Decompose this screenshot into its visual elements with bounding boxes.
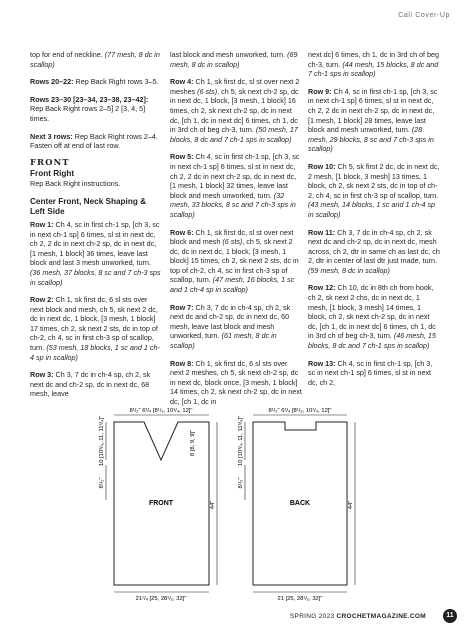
page-footer	[290, 613, 426, 620]
text-column-2	[170, 50, 302, 415]
text-column-3	[308, 50, 440, 395]
front-label: FRONT	[148, 500, 174, 507]
front-side-length: 8¹/₂"	[99, 477, 105, 489]
front-bottom-width: 21¹/₄ [25, 28¹/₂, 32]"	[135, 596, 187, 602]
garment-schematic	[0, 400, 476, 605]
back-top-width: 8¹/₂" 6³/₄ [8¹/₂, 10¹/₄, 12]"	[268, 408, 332, 414]
row-instruction: Row 12: Ch 10, dc in 8th ch from hook, ch 2, sk next 2 chs, dc in next dc, 1 mesh, [1 block, 3 mesh] 14 times, 1 block, ch 2, sk next ch-2 sp, dc in next dc, [ch 1, dc in next dc] 6 times, ch 1, dc in 3rd ch of beg ch-3, turn. (46 mesh, 15 blocks, 8 dc and 7 ch-1 sps in scallop)	[308, 283, 436, 351]
back-side-length: 8¹/₂"	[238, 477, 244, 489]
row-instruction: Row 7: Ch 3, 7 dc in ch-4 sp, ch 2, sk next dc and ch-2 sp, dc in next dc, 60 mesh, leave last block and mesh unworked, turn. (61 mesh, 8 dc in scallop)	[170, 302, 291, 351]
running-header: Cali Cover-Up	[398, 12, 450, 19]
front-shoulder-depth: 10 [10³/₄, 11, 11³/₄]"	[99, 415, 105, 467]
back-schematic	[238, 408, 355, 602]
row-instruction: Row 4: Ch 1, sk first dc, sl st over next 2 meshes (6 sts), ch 5, sk next ch-2 sp, dc in next dc, 1 block, [3 mesh, 1 block] 16 times, ch 2, sk next ch-2 sp, dc in next dc, [ch 1, dc in next dc] 6 times, ch 1, dc in 3rd ch of beg ch-3, turn. (50 mesh, 17 blocks, 8 dc and 7 ch-1 sps in scallop)	[170, 77, 300, 144]
subheading: Front Right	[30, 169, 75, 179]
row-instruction: Row 1: Ch 4, sc in first ch-1 sp, [ch 3, sc in next ch-1 sp] 6 times, sl st in next dc, ch 2, 2 dc in next ch-2 sp, dc in next dc, [1 mesh, 1 block] 36 times, leave last block and last 3 mesh unworked, turn. (36 mesh, 37 blocks, 8 sc and 7 ch-3 sps in scallop)	[30, 219, 161, 287]
footer-season: SPRING 2023	[289, 613, 337, 620]
back-shoulder-depth: 10 [10³/₄, 11, 11³/₄]"	[238, 415, 244, 467]
front-schematic	[99, 408, 217, 602]
paragraph: Next 3 rows: Rep Back Right rows 2–4. Fasten off at end of last row.	[30, 131, 158, 151]
back-length: 44"	[348, 500, 354, 510]
paragraph: Rep Back Right instructions.	[30, 179, 121, 189]
paragraph: next dc] 6 times, ch 1, dc in 3rd ch of beg ch-3, turn. (44 mesh, 15 blocks, 8 dc and 7 ch-1 sps in scallop)	[308, 50, 440, 79]
paragraph: top for end of neckline. (77 mesh, 8 dc in scallop)	[30, 50, 160, 69]
back-bottom-width: 21 [25, 28¹/₂, 32]"	[277, 596, 323, 602]
paragraph: Rows 23–30 [23–34, 23–38, 23–42]: Rep Back Right rows 2–5] 2 [3, 4, 5] times.	[30, 94, 149, 123]
row-instruction: Row 10: Ch 5, sk first 2 dc, dc in next dc, 2 mesh, [1 block, 3 mesh] 13 times, 1 block, ch 2, sk next 2 sts, dc in top of ch-2, ch 4, sc in first ch-3 sp of scallop, turn. (43 mesh, 14 blocks, 1 sc and 1 ch-4 sp in scallop)	[308, 161, 440, 219]
paragraph: Rows 20–22: Rep Back Right rows 3–5.	[30, 77, 159, 87]
front-length: 44"	[210, 500, 216, 510]
front-top-width: 8¹/₂" 6³/₄ [8¹/₂, 10¹/₄, 12]"	[129, 408, 193, 414]
paragraph: last block and mesh unworked, turn. (69 mesh, 8 dc in scallop)	[170, 50, 298, 69]
page-number: 11	[443, 609, 457, 623]
row-instruction: Row 9: Ch 4, sc in first ch-1 sp, [ch 3, sc in next ch-1 sp] 6 times, sl st in next dc, ch 2, 2 dc in next ch-2 sp, dc in next dc, [1 mesh, 1 block] 28 times, leave last block and mesh unworked, turn. (28 mesh, 29 blocks, 8 sc and 7 ch-3 sps in scallop)	[308, 86, 438, 154]
back-label: BACK	[289, 500, 311, 507]
subheading: Center Front, Neck Shaping & Left Side	[30, 196, 147, 217]
front-neck-depth: 8 [8, 9, 9]"	[190, 429, 196, 457]
row-instruction: Row 8: Ch 1, sk first dc, 6 sl sts over next 2 meshes, ch 5, sk next ch-2 sp, dc in next dc, block once, [3 mesh, 1 block] 14 times, ch 2, sk next ch-2 sp, dc in next dc, [ch 1, dc in	[170, 358, 302, 406]
row-instruction: Row 5: Ch 4, sc in first ch-1 sp, [ch 3, sc in next ch-1 sp] 6 times, sl st in next dc, ch 2, 2 dc in next ch-2 sp, dc in next dc, [1 mesh, 1 block] 32 times, leave last block and mesh unworked, turn. (32 mesh, 33 blocks, 8 sc and 7 ch-3 sps in scallop)	[170, 152, 300, 219]
footer-brand: CROCHETMAGAZINE.COM	[336, 613, 426, 620]
row-instruction: Row 6: Ch 1, sk first dc, sl st over next block and mesh (6 sts), ch 5, sk next 2 dc, dc in next dc, 1 block, [3 mesh, 1 block] 15 times, ch 2, sk next 2 sts, dc in top of ch-2, ch 4, sc in first ch-3 sp of scallop, turn. (47 mesh, 16 blocks, 1 sc and 1 ch-4 sp in scallop)	[170, 227, 299, 295]
row-instruction: Row 13: Ch 4, sc in first ch-1 sp, [ch 3, sc in next ch-1 sp] 6 times, sl st in next dc, ch 2,	[308, 358, 433, 387]
row-instruction: Row 2: Ch 1, sk first dc, 6 sl sts over next block and mesh, ch 5, sk next 2 dc, dc in next dc, 1 block, [3 mesh, 1 block] 17 times, ch 2, sk next 2 sts, dc in top of ch-2, ch 4, sc in first ch-3 sp of scallop, turn. (53 mesh, 18 blocks, 1 sc and 1 ch-4 sp in scallop)	[30, 295, 160, 362]
row-instruction: Row 3: Ch 3, 7 dc in ch-4 sp, ch 2, sk next dc and ch-2 sp, dc in next dc, 68 mesh, leave	[30, 370, 151, 399]
row-instruction: Row 11: Ch 3, 7 dc in ch-4 sp, ch 2, sk next dc and ch-2 sp, dc in next dc, mesh across, ch 2, dtr in same ch as last dc, ch 2, dtr in center of last dtr just made, turn. (59 mesh, 8 dc in scallop)	[308, 227, 440, 275]
text-column-1	[30, 50, 162, 407]
section-heading: FRONT	[30, 157, 70, 168]
